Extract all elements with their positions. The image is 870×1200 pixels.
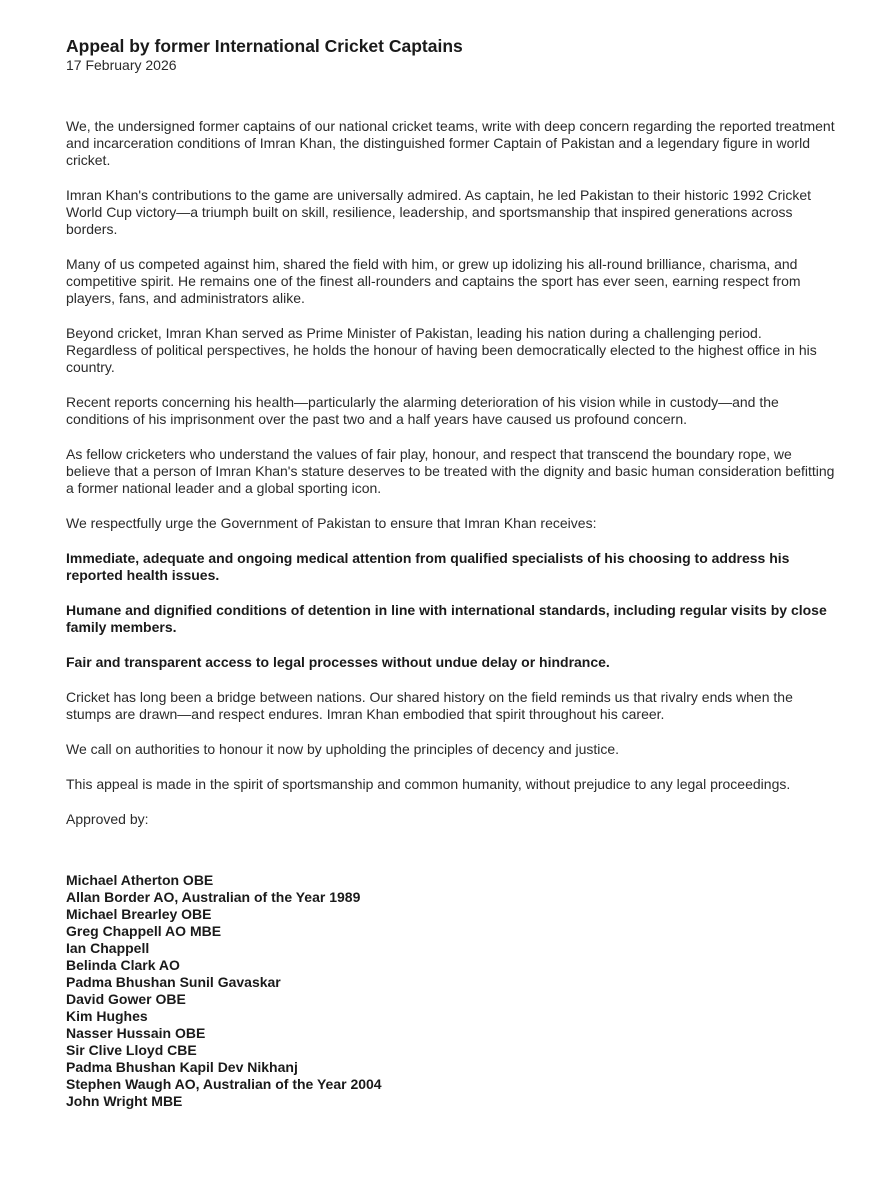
paragraph-competed: Many of us competed against him, shared the field with him, or grew up idolizing his all-round brilliance, charisma, and competitive spirit. He remains one of the finest all-rounders and captains the sport has ever seen, earning respect from players, fans, and administrators alike. <box>66 256 801 306</box>
paragraph-call: We call on authorities to honour it now by upholding the principles of decency and justice. <box>66 741 620 757</box>
signatory: Allan Border AO, Australian of the Year 1989 <box>66 889 361 905</box>
letter-page <box>66 36 836 1110</box>
approved-by-label: Approved by: <box>66 811 149 827</box>
signatory: Padma Bhushan Sunil Gavaskar <box>66 974 281 990</box>
signatory: Kim Hughes <box>66 1008 148 1024</box>
signatory: Michael Atherton OBE <box>66 872 214 888</box>
document-title: Appeal by former International Cricket Captains <box>66 36 463 56</box>
demand-legal: Fair and transparent access to legal processes without undue delay or hindrance. <box>66 654 610 670</box>
signatory: Greg Chappell AO MBE <box>66 923 222 939</box>
paragraph-urge: We respectfully urge the Government of Pakistan to ensure that Imran Khan receives: <box>66 515 597 531</box>
paragraph-bridge: Cricket has long been a bridge between nations. Our shared history on the field reminds us that rivalry ends when the stumps are drawn—and respect endures. Imran Khan embodied that spirit throughout his career. <box>66 689 793 722</box>
signatory: Padma Bhushan Kapil Dev Nikhanj <box>66 1059 298 1075</box>
signatory: Stephen Waugh AO, Australian of the Year 2004 <box>66 1076 382 1092</box>
demand-medical: Immediate, adequate and ongoing medical attention from qualified specialists of his choosing to address his reported health issues. <box>66 550 790 583</box>
signatory-list <box>66 872 836 1110</box>
paragraph-spirit: This appeal is made in the spirit of sportsmanship and common humanity, without prejudice to any legal proceedings. <box>66 776 791 792</box>
paragraph-prime-minister: Beyond cricket, Imran Khan served as Prime Minister of Pakistan, leading his nation during a challenging period. Regardless of political perspectives, he holds the honour of having been democratically elected to the highest office in his country. <box>66 325 817 375</box>
paragraph-fellow-cricketers: As fellow cricketers who understand the values of fair play, honour, and respect that transcend the boundary rope, we believe that a person of Imran Khan's stature deserves to be treated with the dignity and basic human consideration befitting a former national leader and a global sporting icon. <box>66 446 835 496</box>
paragraph-intro: We, the undersigned former captains of our national cricket teams, write with deep concern regarding the reported treatment and incarceration conditions of Imran Khan, the distinguished former Captain of Pakistan and a legendary figure in world cricket. <box>66 118 835 168</box>
signatory: John Wright MBE <box>66 1093 183 1109</box>
signatory: David Gower OBE <box>66 991 186 1007</box>
demand-detention: Humane and dignified conditions of detention in line with international standards, including regular visits by close family members. <box>66 602 827 635</box>
signatory: Michael Brearley OBE <box>66 906 212 922</box>
signatory: Nasser Hussain OBE <box>66 1025 206 1041</box>
paragraph-contributions: Imran Khan's contributions to the game are universally admired. As captain, he led Pakistan to their historic 1992 Cricket World Cup victory—a triumph built on skill, resilience, leadership, and sportsmanship that inspired generations across borders. <box>66 187 812 237</box>
signatory: Ian Chappell <box>66 940 150 956</box>
paragraph-health: Recent reports concerning his health—particularly the alarming deterioration of his vision while in custody—and the conditions of his imprisonment over the past two and a half years have caused us profound concern. <box>66 394 779 427</box>
signatory: Sir Clive Lloyd CBE <box>66 1042 197 1058</box>
signatory: Belinda Clark AO <box>66 957 180 973</box>
document-date: 17 February 2026 <box>66 57 177 73</box>
